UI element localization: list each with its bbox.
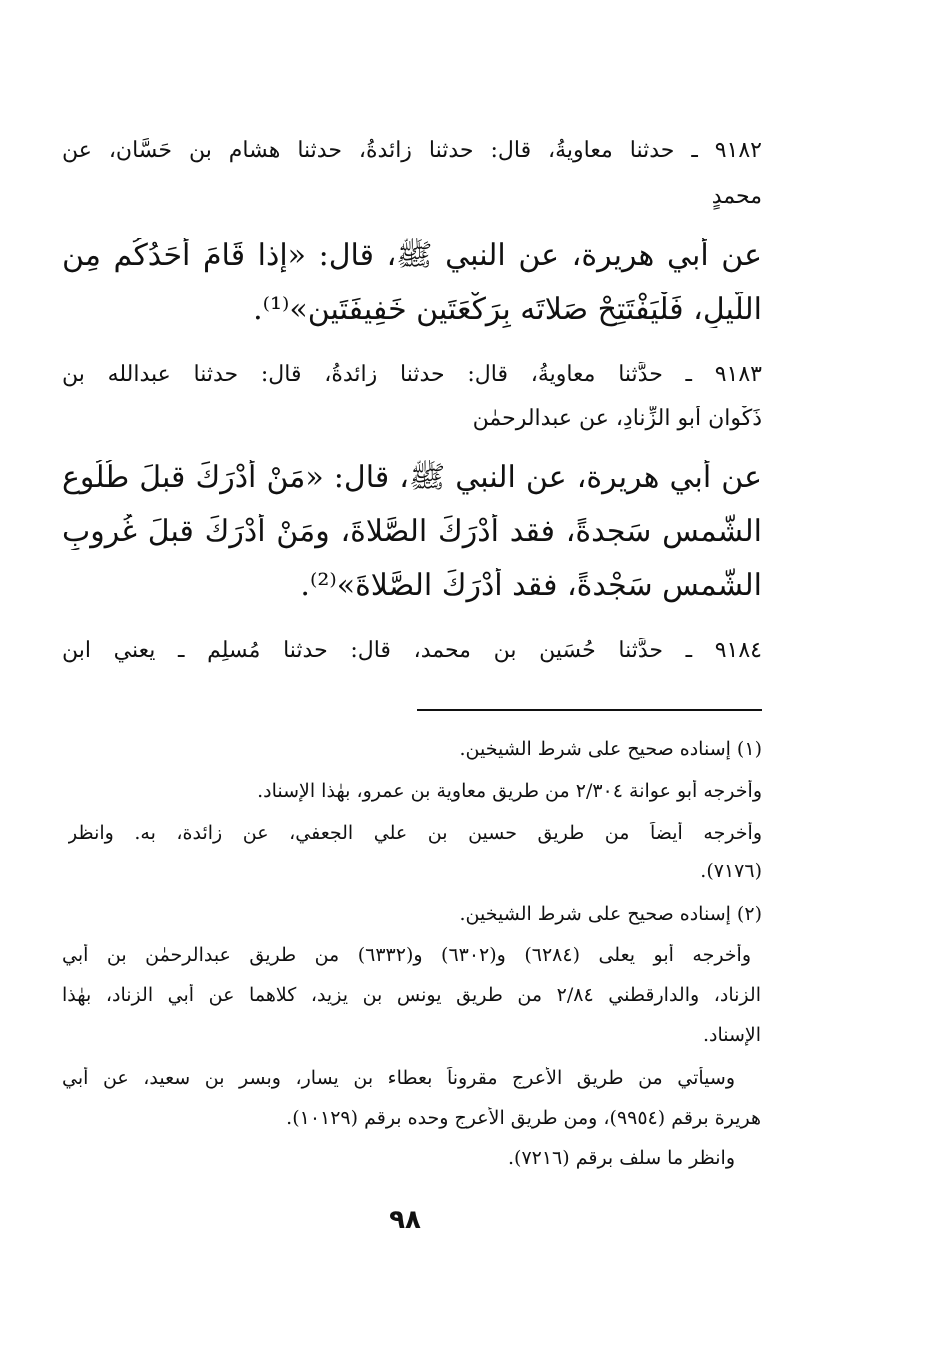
footnote-2-line-6: هريرة برقم (٩٩٥٤)، ومن طريق الأعرج وحده برقم (١٠١٢٩). [286,1107,761,1129]
hadith-9183-matn-line-1: عن أبي هريرة، عن النبي ﷺ، قال: «مَنْ أَدْرَكَ قبلَ طُلُوعِ [62,460,762,495]
footnote-1-line-1: (١) إسناده صحيح على شرط الشيخين. [459,738,762,760]
page-number: ٩٨ [389,1205,421,1235]
footnote-2-line-2: وأخرجه أبو يعلى (٦٢٨٤) و(٦٣٠٢) و(٦٣٣٢) من طريق عبدالرحمٰن بن أبي [62,944,751,966]
footnote-2-line-1: (٢) إسناده صحيح على شرط الشيخين. [459,903,762,925]
hadith-9182-isnad-line-1: ٩١٨٢ ـ حدثنا معاويةُ، قال: حدثنا زائدةُ، حدثنا هشام بن حَسَّان، عن [62,138,762,163]
footnote-1-line-4: (٧١٧٦). [700,860,762,882]
footnote-1-line-3: وأخرجه أيضاً من طريق حسين بن علي الجعفي، عن زائدة، به. وانظر [68,822,762,844]
hadith-9183-isnad-line-2: ذَكْوان أَبو الزِّنادِ، عن عبدالرحمٰن [472,406,762,431]
hadith-9182-matn-line-1: عن أبي هريرة، عن النبي ﷺ، قال: «إذا قَامَ أَحَدُكُم مِن [62,238,762,273]
footnote-1-line-2: وأخرجه أبو عوانة ٢/٣٠٤ من طريق معاوية بن عمرو، بهٰذا الإسناد. [257,780,762,802]
footnote-2-line-4: الإسناد. [702,1024,761,1046]
hadith-9183-matn-line-2: الشَّمس سَجدةً، فقد أَدْرَكَ الصَّلاةَ، ومَنْ أَدْرَكَ قبلَ غُروبِ [62,514,762,549]
hadith-9183-matn-line-3: الشَّمسِ سَجْدةً، فقد أَدْرَكَ الصَّلاةَ»⁽²⁾. [300,568,762,603]
hadith-9183-isnad-line-1: ٩١٨٣ ـ حدَّثنا معاويةُ، قال: حدثنا زائدةُ، قال: حدثنا عبدالله بن [62,362,762,387]
footnote-2-line-7: وانظر ما سلف برقم (٧٢١٦). [507,1147,735,1169]
footnote-2-line-3: الزناد، والدارقطني ٢/٨٤ من طريق يونس بن يزيد، كلاهما عن أبي الزناد، بهٰذا [62,984,761,1006]
hadith-9184-isnad-line-1: ٩١٨٤ ـ حدَّثنا حُسَين بن محمد، قال: حدثنا مُسلِم ـ يعني ابن [62,638,762,663]
hadith-9182-isnad-line-2: محمدٍ [711,184,762,209]
footnote-separator [417,709,762,711]
footnote-2-line-5: وسيأتي من طريق الأعرج مقروناً بعطاء بن يسار، وبسر بن سعيد، عن أبي [62,1067,735,1089]
hadith-9182-matn-line-2: اللَّيلِ، فَلْيَفْتَتِحْ صَلاتَه بِرَكْعَتَينِ خَفِيفَتَين»⁽¹⁾. [253,292,762,327]
